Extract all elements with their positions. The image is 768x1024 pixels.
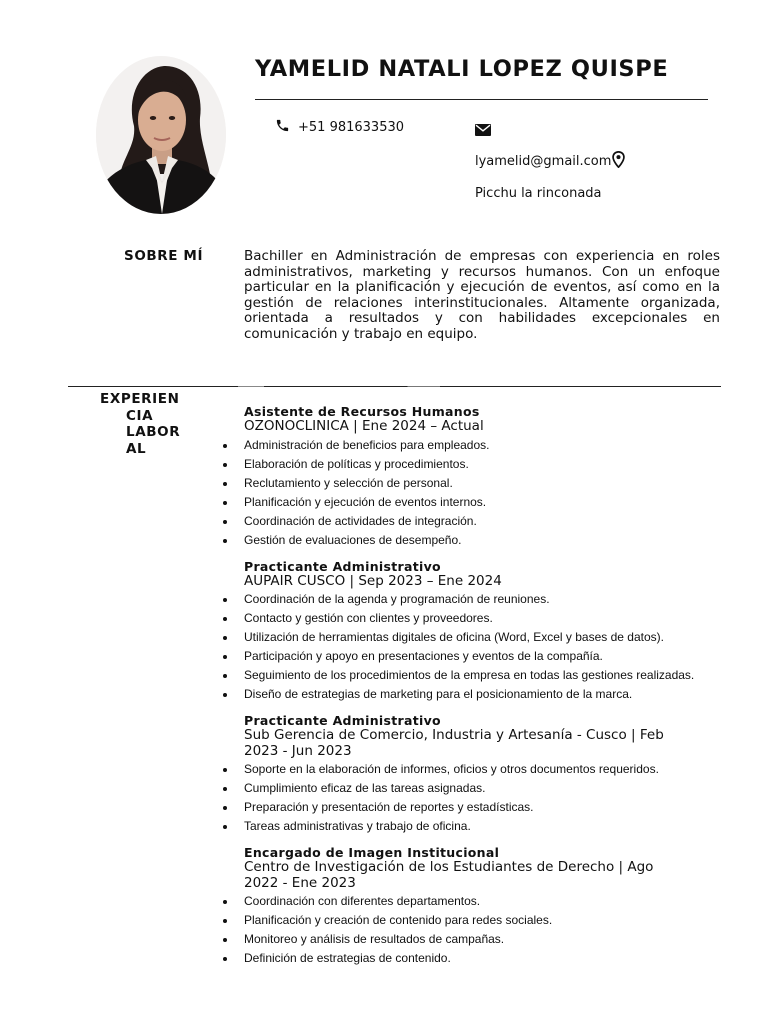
candidate-name: YAMELID NATALI LOPEZ QUISPE	[255, 56, 669, 82]
list-item: Monitoreo y análisis de resultados de campañas.	[244, 930, 734, 949]
job-duties	[244, 892, 734, 968]
list-item: Preparación y presentación de reportes y estadísticas.	[244, 798, 734, 817]
list-item: Diseño de estrategias de marketing para el posicionamiento de la marca.	[244, 685, 734, 704]
about-text: Bachiller en Administración de empresas con experiencia en roles administrativos, marketing y recursos humanos. Con un enfoque particular en la planificación y ejecución de eventos, así como en la gestión de relaciones interinstitucionales. Altamente organizada, orientada a resultados y con habilidades excepcionales en comunicación y trabajo en equipo.	[244, 248, 720, 342]
experience-heading-line: LABOR	[126, 424, 181, 440]
map-pin-icon	[612, 151, 625, 172]
job-duties	[244, 590, 734, 704]
list-item: Soporte en la elaboración de informes, oficios y otros documentos requeridos.	[244, 760, 734, 779]
list-item: Tareas administrativas y trabajo de oficina.	[244, 817, 734, 836]
section-divider	[68, 386, 721, 387]
list-item: Contacto y gestión con clientes y proveedores.	[244, 609, 734, 628]
job-organization: Sub Gerencia de Comercio, Industria y Artesanía - Cusco | Feb 2023 - Jun 2023	[244, 727, 664, 759]
job-entry	[244, 845, 734, 968]
job-entry	[244, 559, 734, 705]
experience-heading	[98, 391, 188, 457]
job-entry	[244, 404, 734, 550]
experience-heading-line: AL	[126, 440, 147, 457]
list-item: Gestión de evaluaciones de desempeño.	[244, 531, 734, 550]
job-title: Encargado de Imagen Institucional	[244, 845, 500, 860]
list-item: Seguimiento de los procedimientos de la empresa en todas las gestiones realizadas.	[244, 666, 734, 685]
job-duties	[244, 760, 734, 836]
job-title: Practicante Administrativo	[244, 558, 441, 574]
list-item: Administración de beneficios para empleados.	[244, 436, 734, 455]
job-organization: OZONOCLINICA | Ene 2024 – Actual	[244, 418, 484, 434]
profile-photo	[96, 56, 226, 214]
list-item: Utilización de herramientas digitales de oficina (Word, Excel y bases de datos).	[244, 628, 734, 647]
list-item: Coordinación con diferentes departamentos.	[244, 892, 734, 911]
list-item: Definición de estrategias de contenido.	[244, 949, 734, 968]
experience-heading-line: EXPERIEN	[100, 391, 180, 407]
job-duties	[244, 436, 734, 550]
experience-list	[244, 404, 734, 977]
phone-text: +51 981633530	[298, 120, 405, 135]
about-heading: SOBRE MÍ	[124, 248, 204, 264]
list-item: Cumplimiento eficaz de las tareas asignadas.	[244, 779, 734, 798]
job-organization: Centro de Investigación de los Estudiantes de Derecho | Ago 2022 - Ene 2023	[244, 859, 654, 891]
job-title: Asistente de Recursos Humanos	[244, 404, 480, 419]
envelope-icon	[475, 121, 491, 140]
phone-icon	[275, 118, 290, 137]
job-title: Practicante Administrativo	[244, 713, 441, 728]
name-underline	[255, 99, 708, 100]
list-item: Participación y apoyo en presentaciones y eventos de la compañía.	[244, 647, 734, 666]
list-item: Coordinación de la agenda y programación de reuniones.	[244, 590, 734, 609]
list-item: Planificación y ejecución de eventos internos.	[244, 493, 734, 512]
list-item: Coordinación de actividades de integración.	[244, 512, 734, 531]
list-item: Reclutamiento y selección de personal.	[244, 474, 734, 493]
experience-heading-line: CIA	[126, 407, 154, 424]
job-organization: AUPAIR CUSCO | Sep 2023 – Ene 2024	[244, 572, 502, 589]
list-item: Elaboración de políticas y procedimientos.	[244, 455, 734, 474]
job-entry	[244, 713, 734, 836]
location-text: Picchu la rinconada	[475, 186, 602, 201]
list-item: Planificación y creación de contenido para redes sociales.	[244, 911, 734, 930]
email-text: lyamelid@gmail.com	[475, 154, 612, 169]
